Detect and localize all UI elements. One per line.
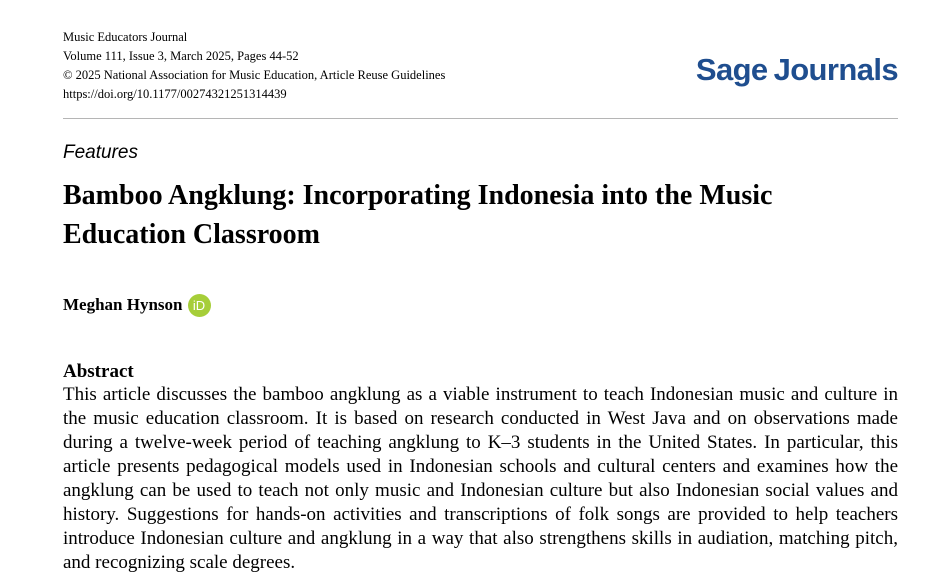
copyright-line[interactable]: © 2025 National Association for Music Education, Article Reuse Guidelines xyxy=(63,68,446,82)
section-label: Features xyxy=(63,142,138,163)
logo-sage: Sage xyxy=(695,52,768,87)
header-divider xyxy=(63,118,898,119)
abstract-heading: Abstract xyxy=(63,361,134,382)
article-title: Bamboo Angklung: Incorporating Indonesia into the Music Education Classroom xyxy=(63,180,773,250)
doi-link[interactable]: https://doi.org/10.1177/00274321251314439 xyxy=(63,87,287,101)
logo-journals: Journals xyxy=(773,52,898,87)
author-name[interactable]: Meghan Hynson xyxy=(63,295,183,314)
sage-journals-logo[interactable] xyxy=(696,51,898,89)
journal-name: Music Educators Journal xyxy=(63,30,188,44)
abstract-text: This article discusses the bamboo angklung as a viable instrument to teach Indonesian music and culture in the music education classroom. It is based on research conducted in West Java and on observations made during a twelve-week period of teaching angklung to K–3 students in the United States. In particular, this article presents pedagogical models used in Indonesian schools and cultural centers and examines how the angklung can be used to teach not only music and Indonesian culture but also Indonesian social values and history. Suggestions for hands-on activities and transcriptions of folk songs are provided to help teachers introduce Indonesian culture and angklung in a way that also strengthens skills in audiation, matching pitch, and recognizing scale degrees. xyxy=(63,384,898,573)
author-line xyxy=(63,293,211,317)
orcid-icon[interactable]: iD xyxy=(188,294,211,317)
journal-issue: Volume 111, Issue 3, March 2025, Pages 44-52 xyxy=(63,49,299,63)
journal-metadata xyxy=(63,28,445,104)
